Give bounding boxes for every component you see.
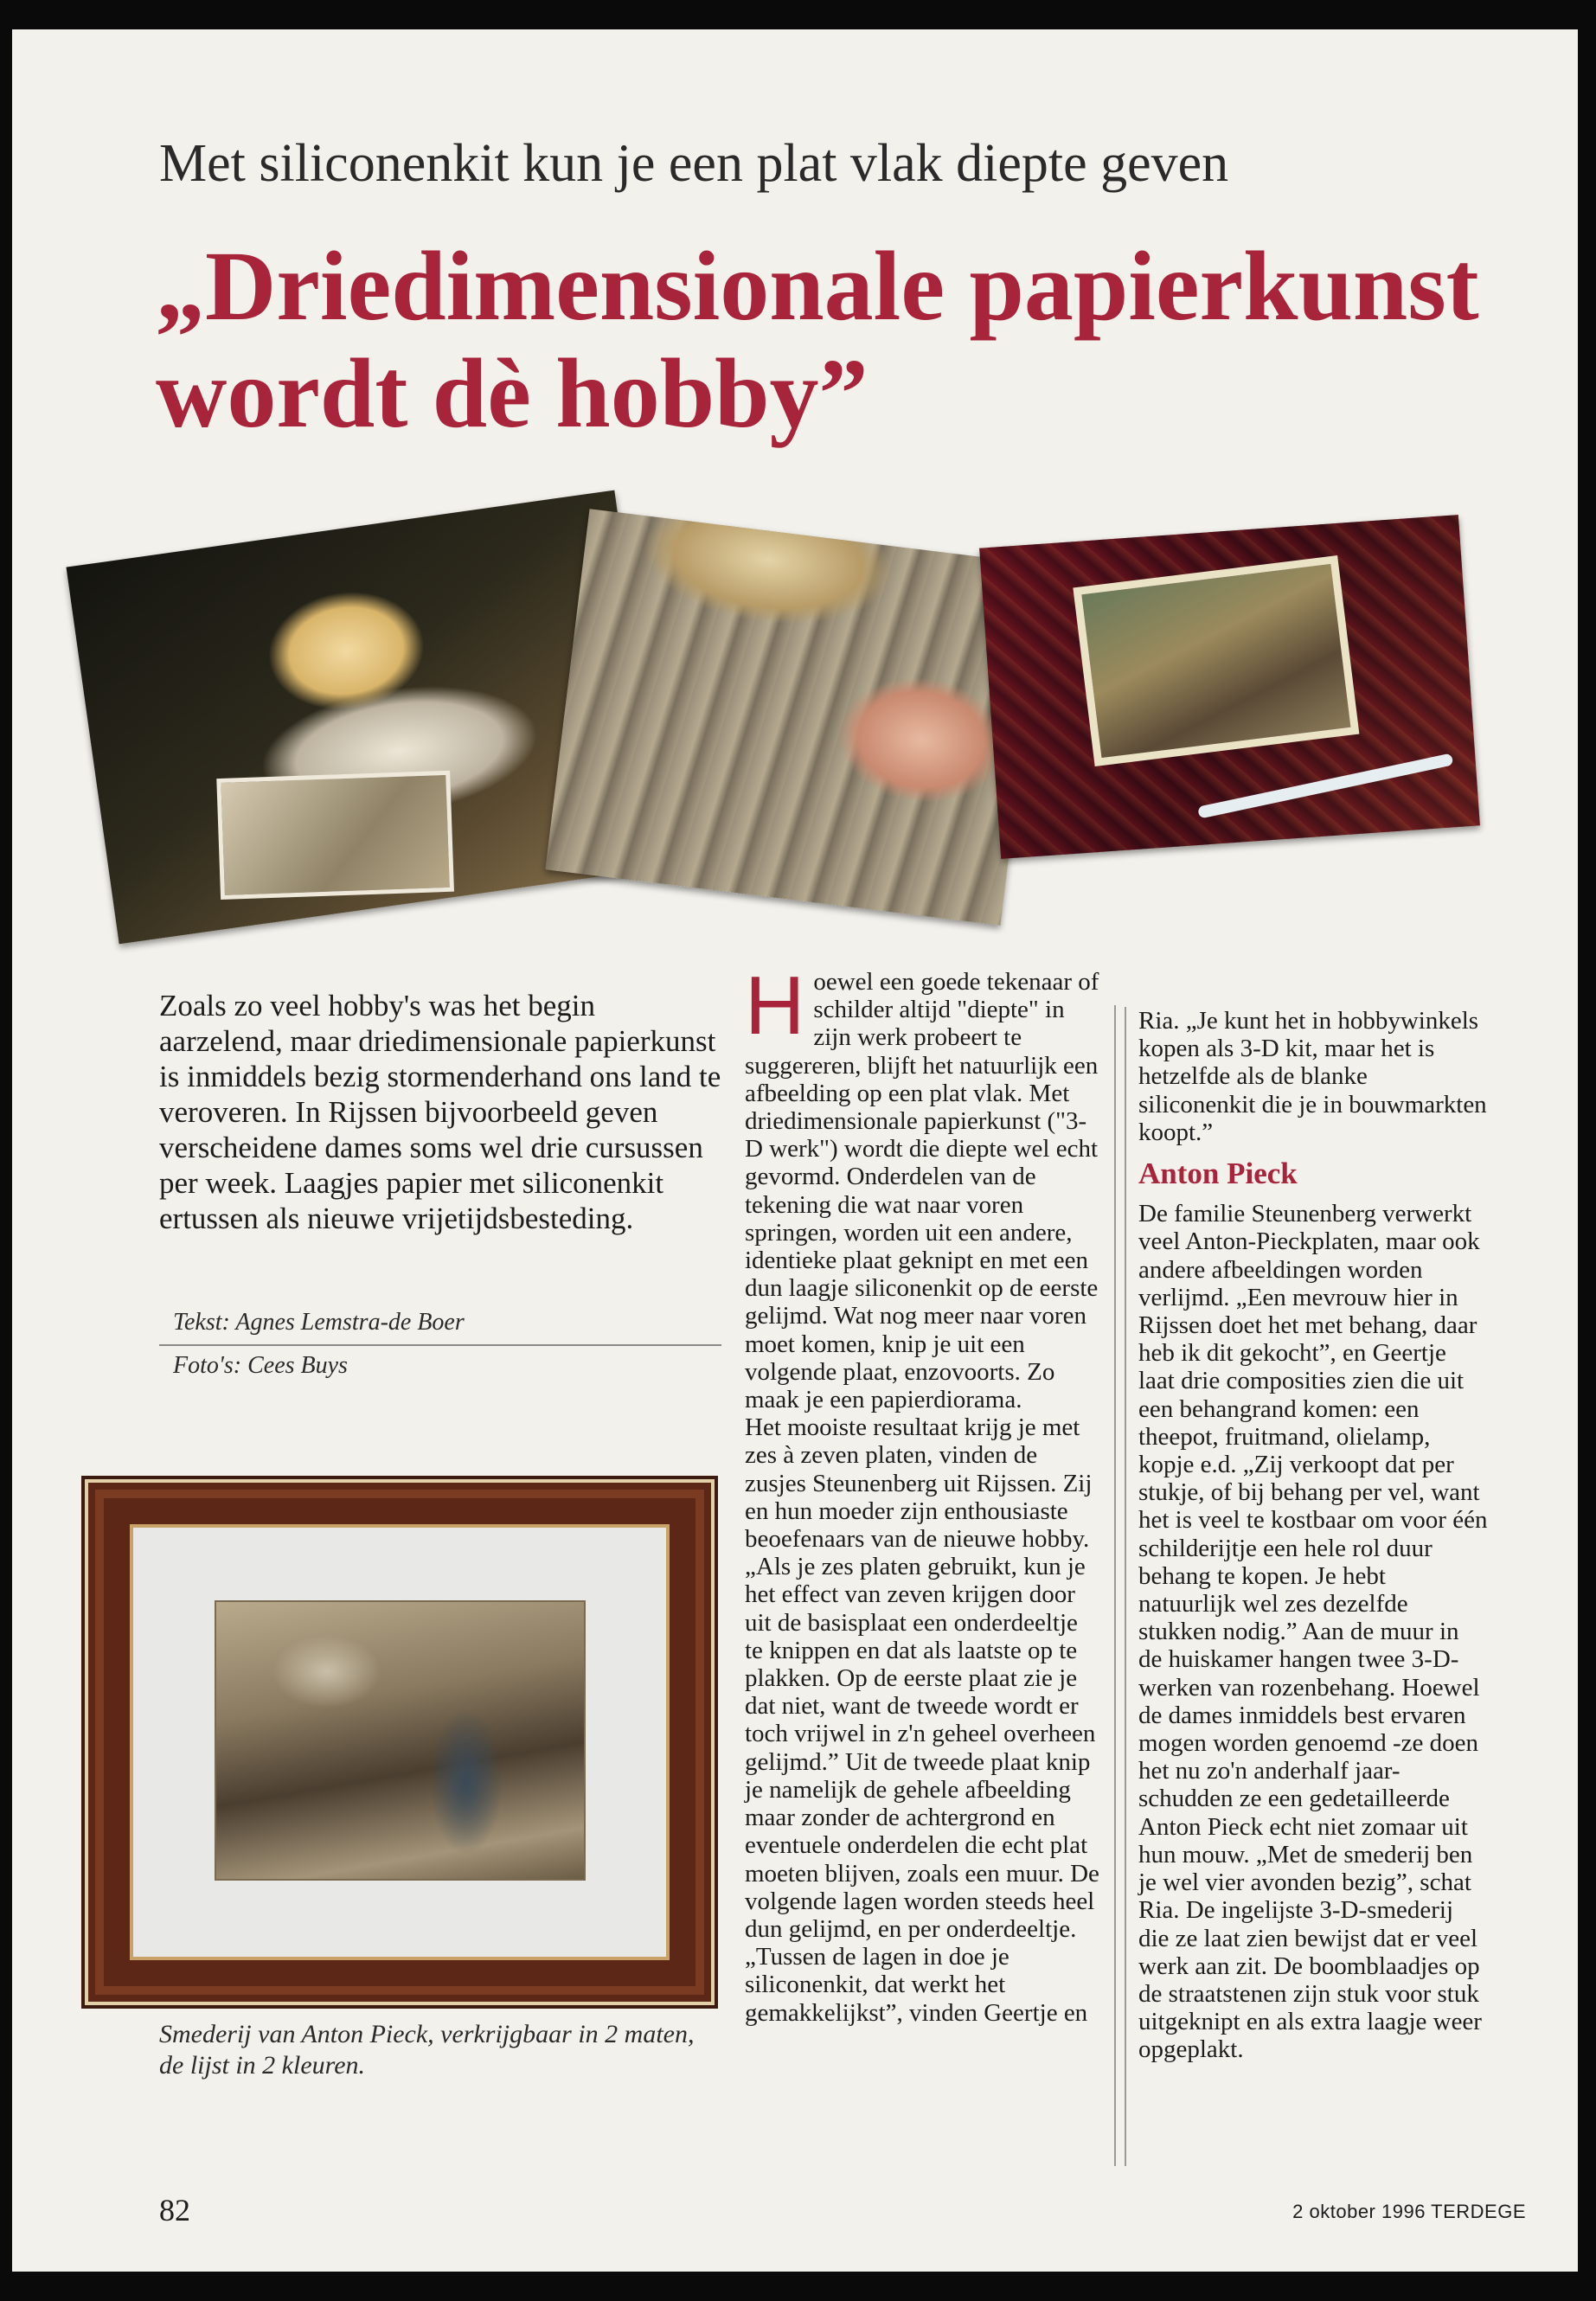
photo-kit-tube: [1197, 753, 1453, 819]
smederij-artwork: [216, 1602, 584, 1879]
drop-cap: H: [745, 959, 805, 1052]
col3-paragraph-1: Ria. „Je kunt het in hobbywinkels kopen als 3-D kit, maar het is hetzelfde als de blanke siliconenkit die je in bouwmarkten koopt.”: [1138, 1007, 1487, 1146]
photo-caption: Smederij van Anton Pieck, verkrijgbaar in 2 maten, de lijst in 2 kleuren.: [159, 2020, 695, 2080]
subhead-anton-pieck: Anton Pieck: [1138, 1157, 1298, 1191]
col2-paragraph-2: Het mooiste resultaat krijg je met zes à zeven platen, vinden de zusjes Steunenberg uit Rijssen. Zij en hun moeder zijn enthousiaste beoefenaars van de nieuwe hobby. „Als je zes platen gebruikt, kun je het effect van zeven krijgen door uit de basisplaat een onderdeeltje te knippen en dat als laatste op te plakken. Op de eerste plaat zie je dat niet, want de tweede wordt er toch vrijwel in z'n geheel overheen gelijmd.” Uit de tweede plaat knip je namelijk de gehele afbeelding maar zonder de achtergrond en eventuele onderdelen die echt plat moeten blijven, zoals een muur. De volgende lagen worden steeds heel dun gelijmd, en per onderdeeltje. „Tussen de lagen in doe je siliconenkit, dat werkt het gemakkelijkst”, vinden Geertje en: [745, 1413, 1099, 2027]
framed-artwork: [88, 1483, 711, 2002]
credits: [159, 1303, 721, 1388]
magazine-page: [12, 29, 1578, 2272]
page-number: 82: [159, 2193, 190, 2227]
photo-mini-artwork: [1073, 555, 1359, 766]
photo-closeup-cutting: [545, 509, 1044, 925]
body-column-2: [745, 959, 1101, 2027]
credit-photos: Foto's: Cees Buys: [173, 1352, 348, 1379]
headline: „Driedimensionale papierkunst wordt dè hobby”: [156, 231, 1479, 448]
credit-text: Tekst: Agnes Lemstra-de Boer: [159, 1303, 721, 1346]
kicker: Met siliconenkit kun je een plat vlak diepte geven: [159, 134, 1229, 193]
body-column-3: [1125, 1007, 1488, 2166]
col2-paragraph-1: oewel een goede tekenaar of schilder altijd "diepte" in zijn werk probeert te suggereren, blijft het natuurlijk een afbeelding op een plat vlak. Met driedimensionale papierkunst ("3-D werk") wordt die diepte wel echt gevormd. Onderdelen van de tekening die wat naar voren springen, worden uit een andere, identieke plaat geknipt en met een dun laagje siliconenkit op de eerste gelijmd. Wat nog meer naar voren moet komen, knip je uit een volgende plaat, enzovoorts. Zo maak je een papierdiorama.: [745, 968, 1099, 1414]
photo-finished-piece: [979, 515, 1480, 859]
column-divider: [1114, 1005, 1116, 2166]
issue-line: 2 oktober 1996 TERDEGE: [1292, 2201, 1526, 2222]
intro-text: Zoals zo veel hobby's was het begin aarzelend, maar driedimensionale papierkunst is inmiddels bezig stormenderhand ons land te veroveren. In Rijssen bijvoorbeeld geven verscheidene dames soms wel drie cursussen per week. Laagjes papier met siliconenkit ertussen als nieuwe vrijetijdsbesteding.: [159, 989, 721, 1235]
photo-paper-sheet: [216, 771, 454, 900]
col3-paragraph-2: De familie Steunenberg verwerkt veel Anton-Pieckplaten, maar ook andere afbeeldingen worden verlijmd. „Een mevrouw hier in Rijssen doet het met behang, daar heb ik dit gekocht”, en Geertje laat drie composities zien die uit een behangrand komen: een theepot, fruitmand, olielamp, kopje e.d. „Zij verkoopt dat per stukje, of bij behang per vel, want het is veel te kostbaar om voor één schilderijtje een hele rol duur behang te kopen. Je hebt natuurlijk wel zes dezelfde stukken nodig.” Aan de muur in de huiskamer hangen twee 3-D-werken van rozenbehang. Hoewel de dames inmiddels best ervaren mogen worden genoemd -ze doen het nu zo'n anderhalf jaar- schudden ze een gedetailleerde Anton Pieck echt niet zomaar uit hun mouw. „Met de smederij ben je wel vier avonden bezig”, schat Ria. De ingelijste 3-D-smederij die ze laat zien bewijst dat er veel werk aan zit. De boomblaadjes op de straatstenen zijn stuk voor stuk uitgeknipt en als extra laagje weer opgeplakt.: [1138, 1200, 1488, 2064]
